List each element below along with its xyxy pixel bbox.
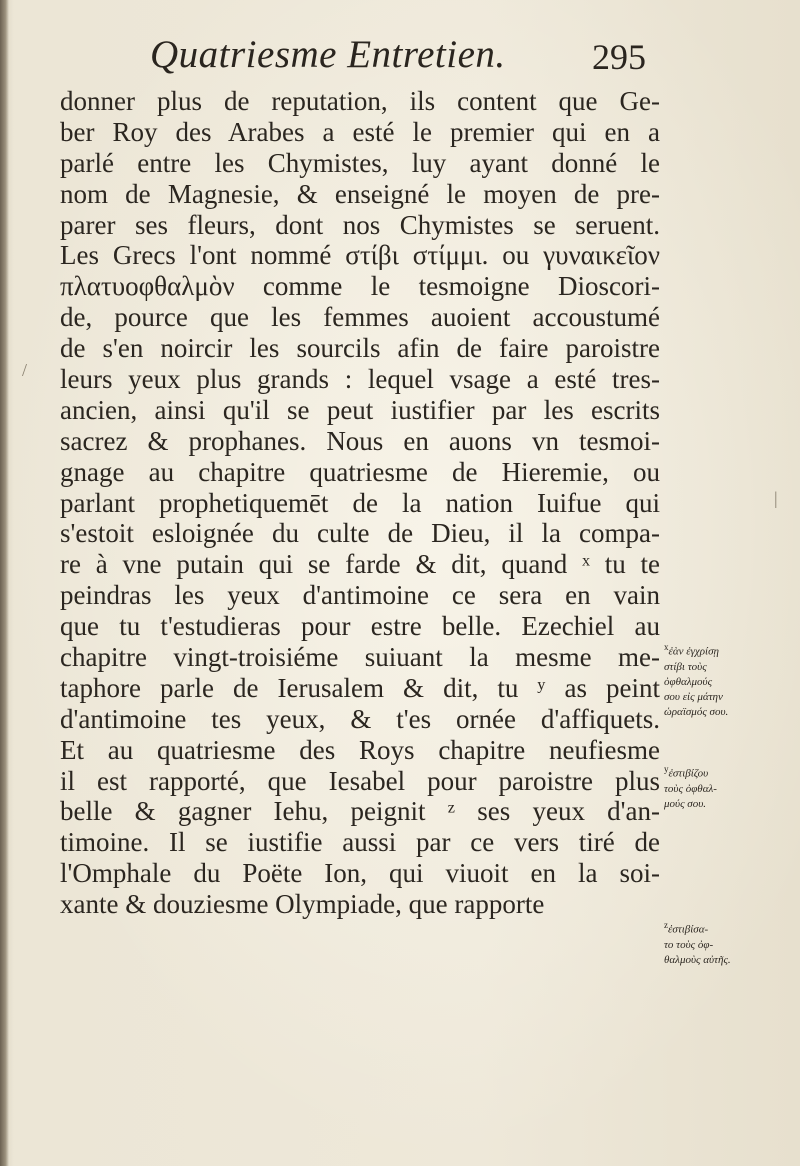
text-line: taphore parle de Ierusalem & dit, tu ʸ as peint bbox=[60, 672, 660, 703]
margin-mark: / bbox=[22, 360, 28, 380]
text-line: gnage au chapitre quatriesme de Hieremie, ou bbox=[60, 456, 660, 487]
note-marker: z bbox=[664, 920, 668, 930]
text-line: donner plus de reputation, ils content que Ge- bbox=[60, 86, 660, 116]
margin-note-line: το τοὺς ὀφ- bbox=[664, 938, 714, 951]
margin-note-text: ἐστιβίζου bbox=[668, 767, 709, 780]
text-line: parer ses fleurs, dont nos Chymistes se seruent. bbox=[60, 209, 660, 240]
note-marker: x bbox=[664, 642, 669, 652]
margin-mark: | bbox=[774, 488, 778, 508]
text-line: xante & douziesme Olympiade, que rapporte bbox=[60, 889, 545, 920]
text-line: que tu t'estudieras pour estre belle. Ezechiel au bbox=[60, 611, 660, 642]
text-line: peindras les yeux d'antimoine ce sera en vain bbox=[60, 580, 660, 611]
text-line: Les Grecs l'ont nommé στίβι στίμμι. ou γυναικεῖον bbox=[60, 240, 660, 271]
page-header bbox=[0, 32, 800, 82]
text-line: il est rapporté, que Iesabel pour paroistre plus bbox=[60, 765, 660, 796]
margin-note-line: μούς σου. bbox=[664, 797, 707, 810]
text-line: timoine. Il se iustifie aussi par ce vers tiré de bbox=[60, 827, 660, 858]
text-line: parlé entre les Chymistes, luy ayant donné le bbox=[60, 147, 660, 178]
margin-note-line bbox=[664, 762, 794, 782]
text-line: d'antimoine tes yeux, & t'es ornée d'affiquets. bbox=[60, 703, 660, 734]
text-line: ber Roy des Arabes a esté le premier qui en a bbox=[60, 116, 660, 147]
text-line: de s'en noircir les sourcils afin de faire paroistre bbox=[60, 333, 660, 364]
margin-note-line bbox=[664, 918, 794, 938]
text-line: chapitre vingt-troisiéme suiuant la mesme me- bbox=[60, 642, 660, 673]
margin-note-line: ὡραϊσμός σου. bbox=[664, 705, 729, 718]
text-line: s'estoit esloignée du culte de Dieu, il la compa- bbox=[60, 518, 660, 549]
margin-note-text: ἐστιβίσα- bbox=[668, 923, 709, 936]
margin-note-line bbox=[664, 640, 794, 660]
text-line: πλατυοφθαλμὸν comme le tesmoigne Dioscori- bbox=[60, 271, 660, 302]
text-line: parlant prophetiquemēt de la nation Iuifue qui bbox=[60, 487, 660, 518]
running-title: Quatriesme Entretien. bbox=[150, 33, 506, 76]
text-line: de, pource que les femmes auoient accoustumé bbox=[60, 302, 660, 333]
margin-note bbox=[664, 762, 794, 812]
body-text bbox=[60, 86, 660, 920]
page-number: 295 bbox=[592, 37, 646, 77]
text-line: re à vne putain qui se farde & dit, quand ˣ tu te bbox=[60, 549, 660, 580]
margin-note bbox=[664, 640, 794, 720]
margin-note-line: σου εἰς μάτην bbox=[664, 690, 723, 703]
text-line: l'Omphale du Poëte Ion, qui viuoit en la soi- bbox=[60, 858, 660, 889]
text-line: belle & gagner Iehu, peignit ᶻ ses yeux d'an- bbox=[60, 796, 660, 827]
text-line: Et au quatriesme des Roys chapitre neufiesme bbox=[60, 734, 660, 765]
binding-gutter bbox=[0, 0, 9, 1166]
margin-note bbox=[664, 918, 794, 968]
margin-note-line: στίβι τοὺς bbox=[664, 660, 707, 673]
margin-note-line: τοὺς ὀφθαλ- bbox=[664, 782, 717, 795]
text-line: leurs yeux plus grands : lequel vsage a esté tres- bbox=[60, 364, 660, 395]
margin-note-line: θαλμοὺς αὐτῆς. bbox=[664, 953, 731, 966]
text-line: nom de Magnesie, & enseigné le moyen de pre- bbox=[60, 178, 660, 209]
text-line: ancien, ainsi qu'il se peut iustifier par les escrits bbox=[60, 394, 660, 425]
text-line: sacrez & prophanes. Nous en auons vn tesmoi- bbox=[60, 425, 660, 456]
note-marker: y bbox=[664, 764, 669, 774]
margin-note-text: ἐὰν ἐγχρίσῃ bbox=[668, 645, 719, 658]
margin-note-line: ὀφθαλμούς bbox=[664, 675, 713, 688]
